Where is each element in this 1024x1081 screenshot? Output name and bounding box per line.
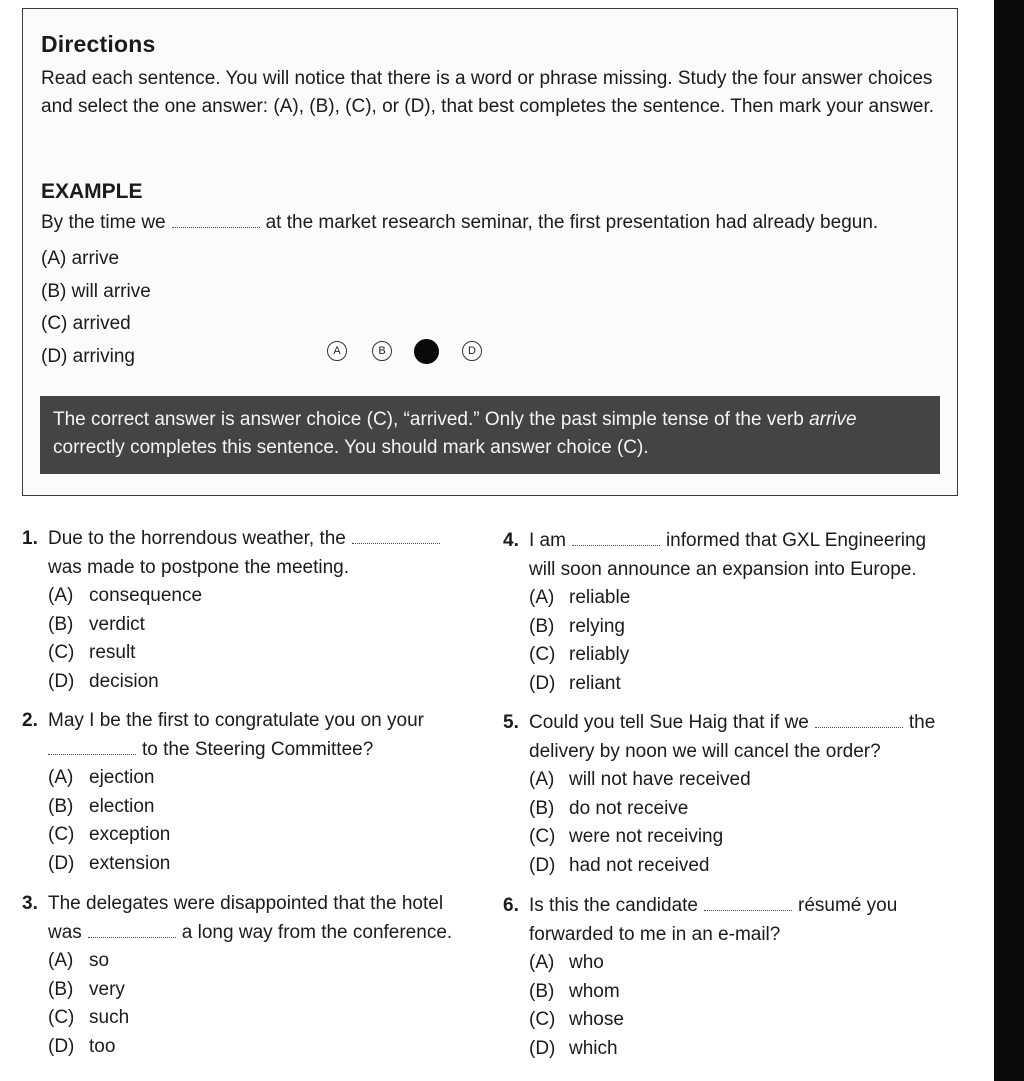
answer-bubbles [327,339,507,363]
answer-option[interactable] [529,1006,953,1035]
question-line [529,527,953,556]
option-letter: (B) [529,615,555,637]
question-number: 5. [503,712,519,733]
option-letter: (C) [529,826,556,847]
answer-option[interactable] [48,668,472,697]
question-options [22,947,472,1061]
option-letter: (B) [48,978,74,1000]
example-option-c: (C) arrived [41,313,131,334]
question-text: to the Steering Committee? [142,738,374,760]
answer-option[interactable] [48,611,472,640]
option-letter: (D) [48,670,75,692]
question-2 [22,707,472,878]
option-letter: (B) [48,795,74,817]
explanation-text-after: correctly completes this sentence. You should mark answer choice (C). [53,437,649,458]
option-text: had not received [569,854,710,876]
answer-blank [48,754,136,755]
question-stem [22,707,472,764]
question-line [48,554,472,583]
option-text: election [89,795,155,817]
question-stem [22,890,472,947]
answer-option[interactable] [48,793,472,822]
question-line [529,892,953,921]
option-letter: (A) [48,767,74,788]
question-number: 1. [22,528,38,549]
bubble-b[interactable]: B [372,341,392,361]
question-line [48,707,472,736]
answer-option[interactable] [48,821,472,850]
directions-title: Directions [41,31,156,57]
option-letter: (B) [529,797,555,819]
question-text: was [48,921,82,943]
option-letter: (D) [48,1035,75,1057]
option-letter: (A) [529,769,555,790]
question-line [48,736,472,765]
question-options [503,766,953,880]
question-line [529,709,953,738]
dark-page-edge [994,0,1024,1081]
option-text: who [569,952,604,973]
question-line [529,738,953,767]
option-letter: (A) [529,952,555,973]
answer-option[interactable] [529,1035,953,1064]
option-text: too [89,1035,116,1057]
question-4 [503,527,953,698]
answer-option[interactable] [529,641,953,670]
question-1 [22,525,472,696]
example-option-b: (B) will arrive [41,280,151,302]
option-text: consequence [89,585,203,606]
answer-option[interactable] [529,978,953,1007]
question-text: informed that GXL Engineering [665,530,927,551]
example-title: EXAMPLE [41,180,143,203]
answer-option[interactable] [48,764,472,793]
question-text: Due to the horrendous weather, the [48,528,346,549]
answer-blank [572,545,660,546]
option-text: result [89,642,136,663]
option-text: were not receiving [569,826,724,847]
bubble-a[interactable]: A [327,341,347,361]
example-sentence [41,212,878,234]
answer-option[interactable] [529,949,953,978]
explanation-verb: arrive [809,409,857,430]
option-letter: (A) [48,585,74,606]
option-letter: (B) [48,613,74,635]
question-number: 6. [503,895,519,916]
question-text: forwarded to me in an e-mail? [529,923,781,945]
option-letter: (C) [48,642,75,663]
answer-option[interactable] [529,795,953,824]
option-text: so [89,950,110,971]
answer-blank [815,727,903,728]
question-stem [503,892,953,949]
example-sentence-after: at the market research seminar, the first presentation had already begun. [265,212,879,233]
question-text: a long way from the conference. [181,921,453,943]
question-3 [22,890,472,1061]
option-text: reliably [569,644,630,665]
example-option-d: (D) arriving [41,345,135,367]
question-line [529,921,953,950]
option-text: relying [569,615,625,637]
answer-blank [88,937,176,938]
answer-option[interactable] [529,852,953,881]
question-6 [503,892,953,1063]
option-text: reliable [569,587,631,608]
question-text: May I be the first to congratulate you on your [48,710,424,731]
question-line [48,919,472,948]
option-text: decision [89,670,159,692]
question-line [529,556,953,585]
question-text: résumé you [798,895,898,916]
directions-text: Read each sentence. You will notice that there is a word or phrase missing. Study the four answer choices and select the one answer: (A), (B), (C), or (D), that best completes the sentence. Then mark your answer. [41,68,935,117]
question-options [503,949,953,1063]
option-text: reliant [569,672,621,694]
question-text: The delegates were disappointed that the hotel [48,893,444,914]
questions-column-right [503,527,953,1063]
explanation-text-before: The correct answer is answer choice (C), “arrived.” Only the past simple tense of the verb [53,409,810,430]
question-stem [503,527,953,584]
example-options [41,243,151,373]
bubble-c-filled[interactable] [414,339,439,364]
option-letter: (A) [48,950,74,971]
question-number: 4. [503,530,519,551]
questions-column-left [22,525,472,1061]
option-text: very [89,978,125,1000]
answer-option[interactable] [48,850,472,879]
option-letter: (C) [529,1009,556,1030]
option-letter: (C) [48,824,75,845]
example-sentence-before: By the time we [41,212,166,233]
question-text: delivery by noon we will cancel the order? [529,740,881,762]
directions-box [22,8,958,496]
answer-blank [704,910,792,911]
answer-option[interactable] [48,947,472,976]
option-text: exception [89,824,171,845]
answer-option[interactable] [529,823,953,852]
option-letter: (D) [529,672,556,694]
option-letter: (D) [529,854,556,876]
question-text: I am [529,530,566,551]
question-stem [503,709,953,766]
option-text: do not receive [569,797,689,819]
question-number: 3. [22,893,38,914]
answer-option[interactable] [529,670,953,699]
answer-option[interactable] [529,584,953,613]
question-text: the [908,712,936,733]
question-5 [503,709,953,880]
question-options [22,764,472,878]
question-options [503,584,953,698]
answer-option[interactable] [48,976,472,1005]
option-text: extension [89,852,171,874]
question-text: Could you tell Sue Haig that if we [529,712,809,733]
question-text: Is this the candidate [529,895,698,916]
answer-option[interactable] [529,613,953,642]
option-text: whose [569,1009,624,1030]
option-text: ejection [89,767,155,788]
option-letter: (A) [529,587,555,608]
option-text: verdict [89,613,145,635]
bubble-d[interactable]: D [462,341,482,361]
option-letter: (D) [529,1037,556,1059]
answer-option[interactable] [48,582,472,611]
question-text: was made to postpone the meeting. [48,556,350,578]
question-text: will soon announce an expansion into Europe. [529,558,917,580]
answer-option[interactable] [48,639,472,668]
option-letter: (C) [48,1007,75,1028]
example-blank [172,227,260,228]
answer-option[interactable] [48,1004,472,1033]
option-letter: (C) [529,644,556,665]
question-line [48,890,472,919]
example-option-a: (A) arrive [41,248,120,269]
option-text: such [89,1007,130,1028]
option-text: which [569,1037,618,1059]
answer-blank [352,543,440,544]
answer-option[interactable] [529,766,953,795]
question-options [22,582,472,696]
question-line [48,525,472,554]
example-explanation-box [40,396,940,474]
option-letter: (D) [48,852,75,874]
question-stem [22,525,472,582]
option-letter: (B) [529,980,555,1002]
option-text: will not have received [569,769,751,790]
answer-option[interactable] [48,1033,472,1062]
question-number: 2. [22,710,38,731]
option-text: whom [569,980,620,1002]
